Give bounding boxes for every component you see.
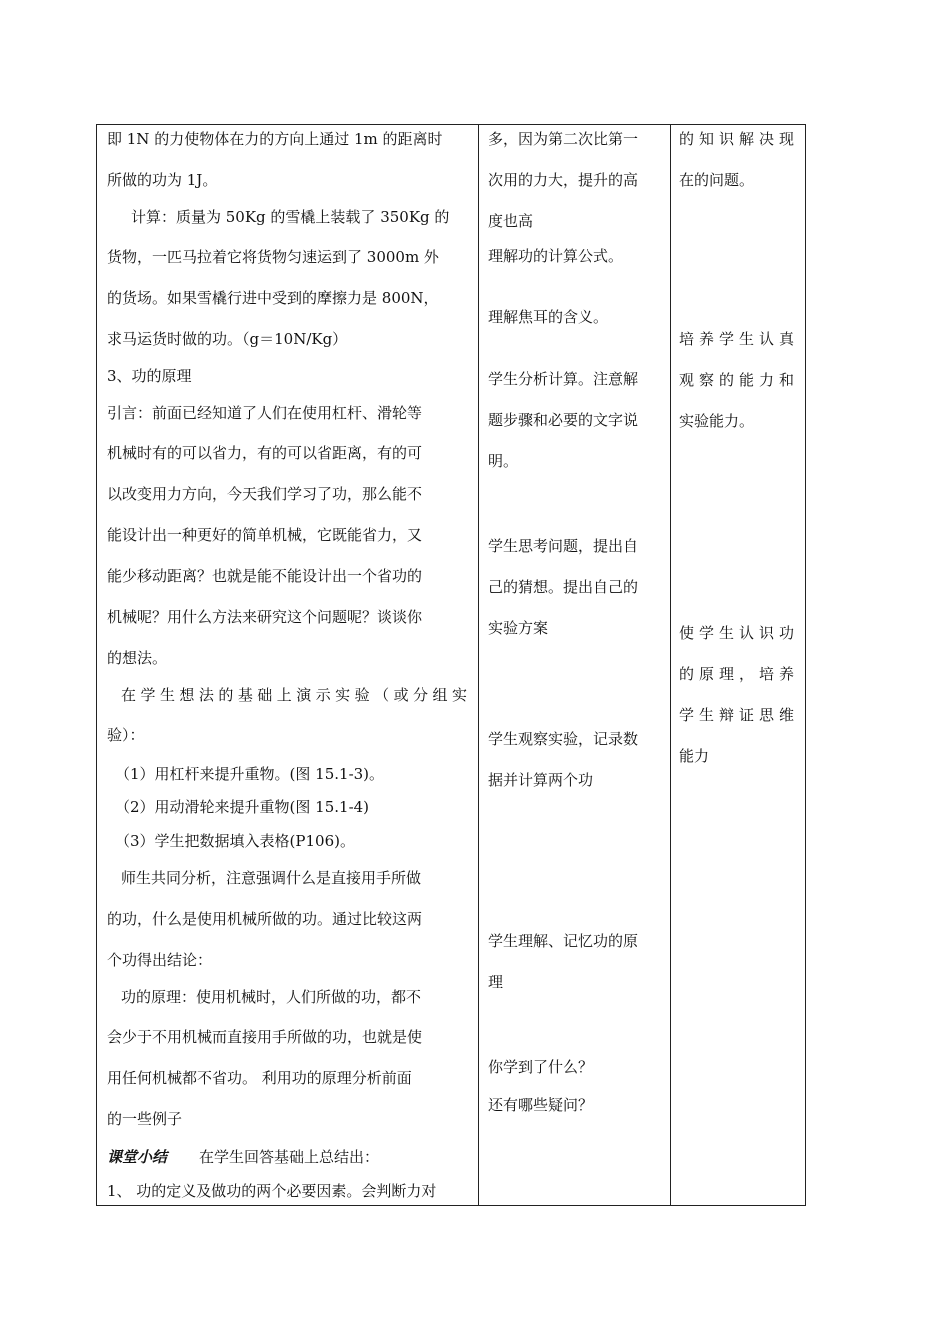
content-line: 1、 功的定义及做功的两个必要因素。会判断力对 (107, 1182, 437, 1200)
activity-line: 次用的力大，提升的高 (488, 171, 639, 189)
content-line: 在学生想法的基础上演示实验（或分组实 (121, 686, 467, 704)
design-intent-column (670, 125, 805, 1205)
content-line: 货物，一匹马拉着它将货物匀速运到了 3000m 外 (107, 248, 439, 266)
intent-line: 使学生认识功 (679, 624, 794, 642)
activity-line: 多，因为第二次比第一 (488, 130, 639, 148)
section-heading: 3、功的原理 (107, 367, 192, 385)
activity-line: 己的猜想。提出自己的 (488, 578, 639, 596)
activity-line: 实验方案 (488, 619, 549, 637)
content-line: 能设计出一种更好的简单机械，它既能省力，又 (107, 526, 423, 544)
lesson-plan-table (96, 124, 806, 1206)
intent-line: 学生辩证思维 (679, 706, 794, 724)
activity-line: 理 (488, 973, 504, 991)
content-line: 机械时有的可以省力，有的可以省距离，有的可 (107, 444, 423, 462)
activity-line: 你学到了什么？ (488, 1058, 594, 1076)
intent-line: 培养学生认真 (679, 330, 794, 348)
experiment-step: （3）学生把数据填入表格(P106)。 (115, 832, 355, 850)
content-line: 求马运货时做的功。（g＝10N/Kg） (107, 330, 348, 348)
content-line: 师生共同分析，注意强调什么是直接用手所做 (121, 869, 422, 887)
teaching-content-column (97, 125, 479, 1205)
content-line: 的功，什么是使用机械所做的功。通过比较这两 (107, 910, 423, 928)
content-line: 所做的功为 1J。 (107, 171, 218, 189)
content-line: 引言：前面已经知道了人们在使用杠杆、滑轮等 (107, 404, 423, 422)
summary-intro: 在学生回答基础上总结出： (199, 1148, 380, 1166)
content-line: 的想法。 (107, 649, 168, 667)
student-activity-column (478, 125, 671, 1205)
content-line: 即 1N 的力使物体在力的方向上通过 1m 的距离时 (107, 130, 443, 148)
intent-line: 在的问题。 (679, 171, 755, 189)
activity-line: 学生理解、记忆功的原 (488, 932, 639, 950)
intent-line: 观察的能力和 (679, 371, 794, 389)
intent-line: 实验能力。 (679, 412, 755, 430)
activity-line: 理解功的计算公式。 (488, 247, 624, 265)
experiment-step: （2）用动滑轮来提升重物(图 15.1-4) (115, 798, 370, 816)
activity-line: 理解焦耳的含义。 (488, 308, 609, 326)
content-line: 机械呢？用什么方法来研究这个问题呢？谈谈你 (107, 608, 423, 626)
activity-line: 学生思考问题，提出自 (488, 537, 639, 555)
content-line: 的一些例子 (107, 1110, 183, 1128)
summary-heading: 课堂小结 (107, 1148, 168, 1166)
intent-line: 的知识解决现 (679, 130, 794, 148)
content-line: 的货场。如果雪橇行进中受到的摩擦力是 800N， (107, 289, 439, 307)
activity-line: 还有哪些疑问？ (488, 1096, 594, 1114)
content-line: 以改变用力方向，今天我们学习了功，那么能不 (107, 485, 423, 503)
content-line: 用任何机械都不省功。 利用功的原理分析前面 (107, 1069, 412, 1087)
content-line: 计算：质量为 50Kg 的雪橇上装载了 350Kg 的 (131, 208, 450, 226)
content-line: 能少移动距离？也就是能不能设计出一个省功的 (107, 567, 423, 585)
activity-line: 题步骤和必要的文字说 (488, 411, 639, 429)
activity-line: 明。 (488, 452, 519, 470)
content-line: 个功得出结论： (107, 951, 213, 969)
content-line: 验）： (107, 726, 145, 744)
content-line: 会少于不用机械而直接用手所做的功，也就是使 (107, 1028, 423, 1046)
activity-line: 度也高 (488, 212, 534, 230)
intent-line: 能力 (679, 747, 710, 765)
activity-line: 学生分析计算。注意解 (488, 370, 639, 388)
content-line: 功的原理：使用机械时，人们所做的功，都不 (121, 988, 422, 1006)
activity-line: 据并计算两个功 (488, 771, 594, 789)
activity-line: 学生观察实验，记录数 (488, 730, 639, 748)
intent-line: 的原理，培养 (679, 665, 794, 683)
experiment-step: （1）用杠杆来提升重物。(图 15.1-3)。 (115, 765, 385, 783)
